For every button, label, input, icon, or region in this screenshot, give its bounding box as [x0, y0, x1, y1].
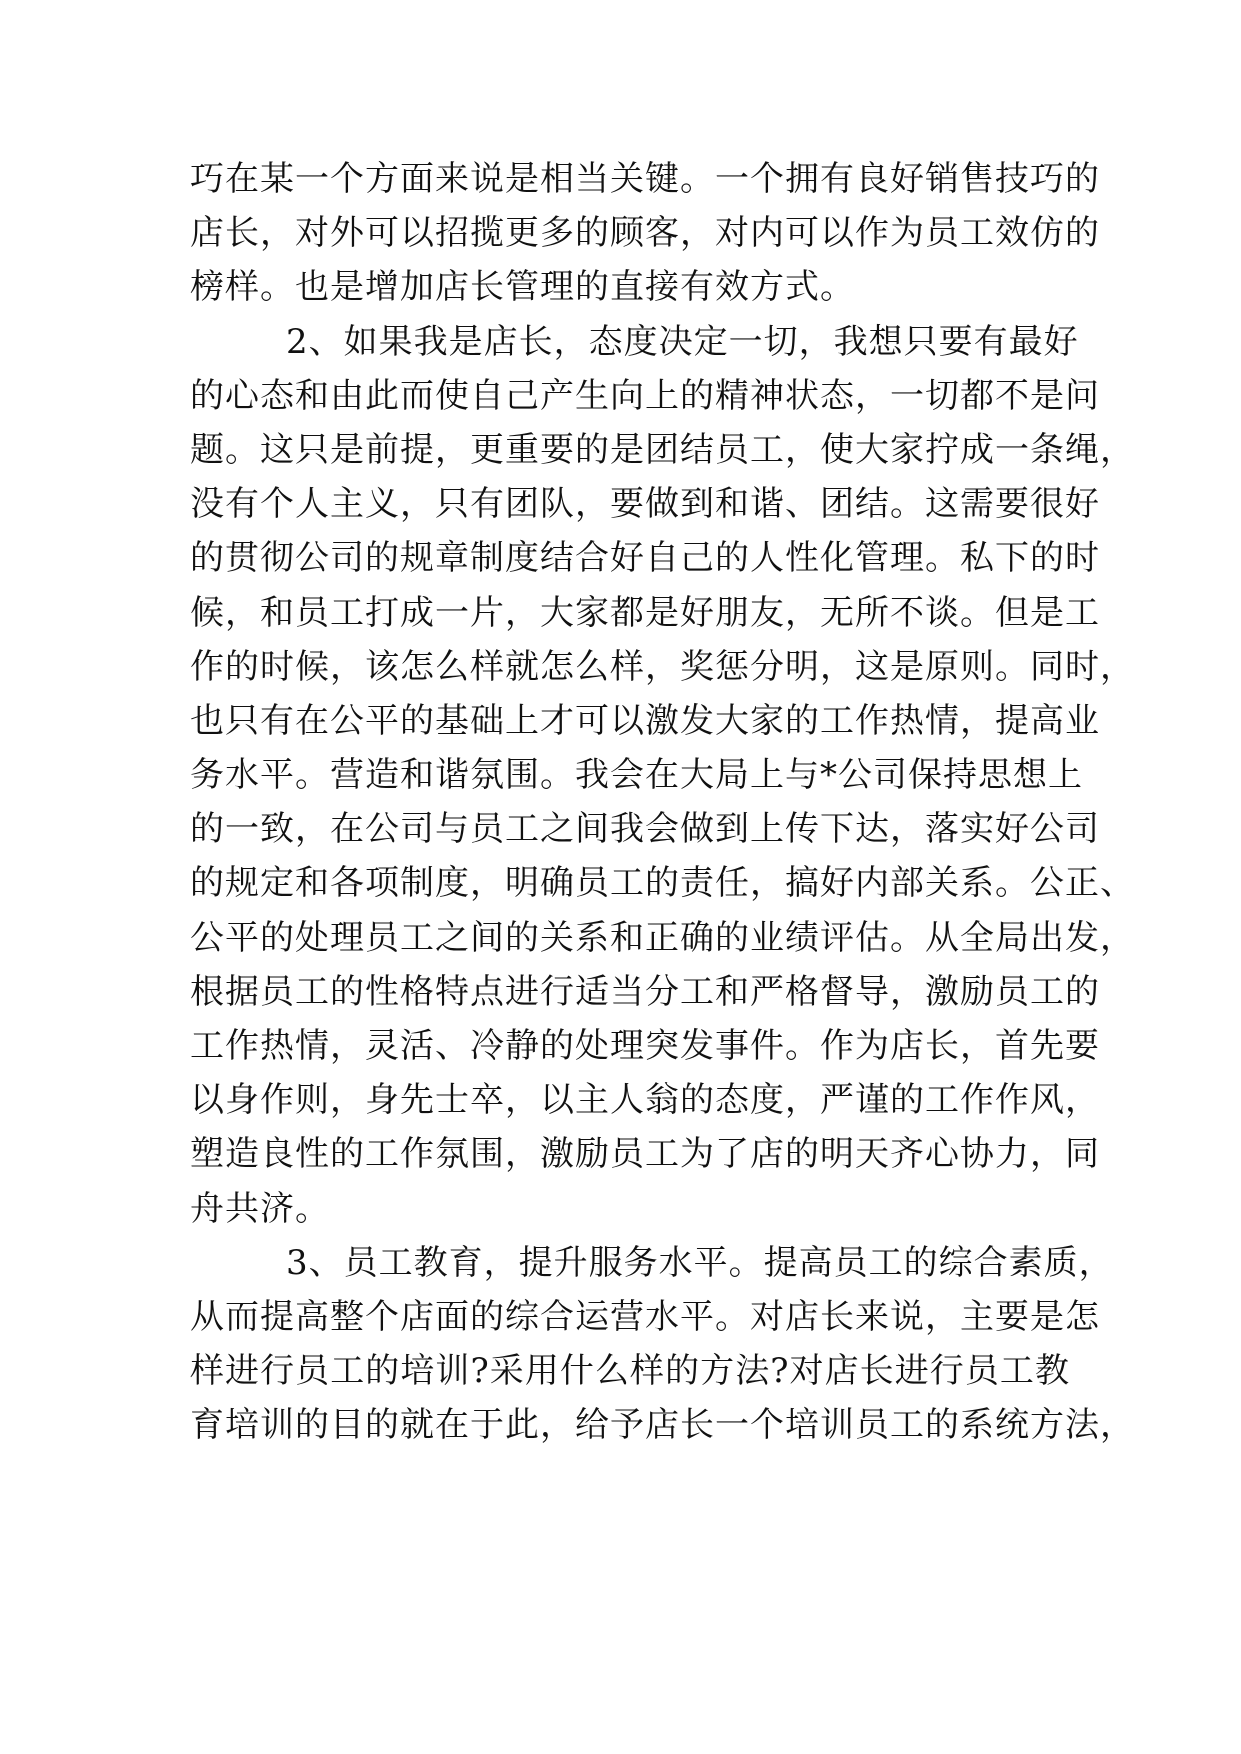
- text-line: 也只有在公平的基础上才可以激发大家的工作热情，提高业: [190, 700, 1100, 741]
- text-line: 巧在某一个方面来说是相当关键。一个拥有良好销售技巧的: [190, 159, 1100, 199]
- text-line: 店长，对外可以招揽更多的顾客，对内可以作为员工效仿的: [190, 213, 1100, 254]
- text-line: 育培训的目的就在于此，给予店长一个培训员工的系统方法，: [190, 1405, 1135, 1446]
- text-line: 样进行员工的培训?采用什么样的方法?对店长进行员工教: [190, 1351, 1070, 1392]
- text-line: 2、如果我是店长，态度决定一切，我想只要有最好: [286, 321, 1079, 362]
- text-line: 公平的处理员工之间的关系和正确的业绩评估。从全局出发，: [190, 917, 1135, 958]
- text-line: 从而提高整个店面的综合运营水平。对店长来说，主要是怎: [190, 1296, 1100, 1337]
- text-line: 作的时候，该怎么样就怎么样，奖惩分明，这是原则。同时，: [190, 646, 1135, 687]
- text-line: 工作热情，灵活、冷静的处理突发事件。作为店长，首先要: [190, 1026, 1100, 1066]
- text-line: 的贯彻公司的规章制度结合好自己的人性化管理。私下的时: [190, 538, 1100, 579]
- text-line: 根据员工的性格特点进行适当分工和严格督导，激励员工的: [190, 971, 1100, 1012]
- text-line: 塑造良性的工作氛围，激励员工为了店的明天齐心协力，同: [190, 1134, 1100, 1175]
- text-line: 候，和员工打成一片，大家都是好朋友，无所不谈。但是工: [190, 592, 1100, 633]
- text-line: 的一致，在公司与员工之间我会做到上传下达，落实好公司: [190, 809, 1100, 850]
- text-line: 的心态和由此而使自己产生向上的精神状态，一切都不是问: [190, 375, 1100, 416]
- text-line: 没有个人主义，只有团队，要做到和谐、团结。这需要很好: [190, 484, 1100, 525]
- text-line: 的规定和各项制度，明确员工的责任，搞好内部关系。公正、: [190, 863, 1135, 904]
- text-line: 3、员工教育，提升服务水平。提高员工的综合素质，: [286, 1242, 1114, 1283]
- text-line: 务水平。营造和谐氛围。我会在大局上与*公司保持思想上: [190, 755, 1083, 796]
- text-line: 题。这只是前提，更重要的是团结员工，使大家拧成一条绳，: [190, 429, 1135, 470]
- text-line: 榜样。也是增加店长管理的直接有效方式。: [190, 267, 855, 308]
- text-line: 以身作则，身先士卒，以主人翁的态度，严谨的工作作风，: [190, 1080, 1100, 1121]
- text-line: 舟共济。: [190, 1188, 330, 1229]
- body-text: [190, 152, 1135, 1453]
